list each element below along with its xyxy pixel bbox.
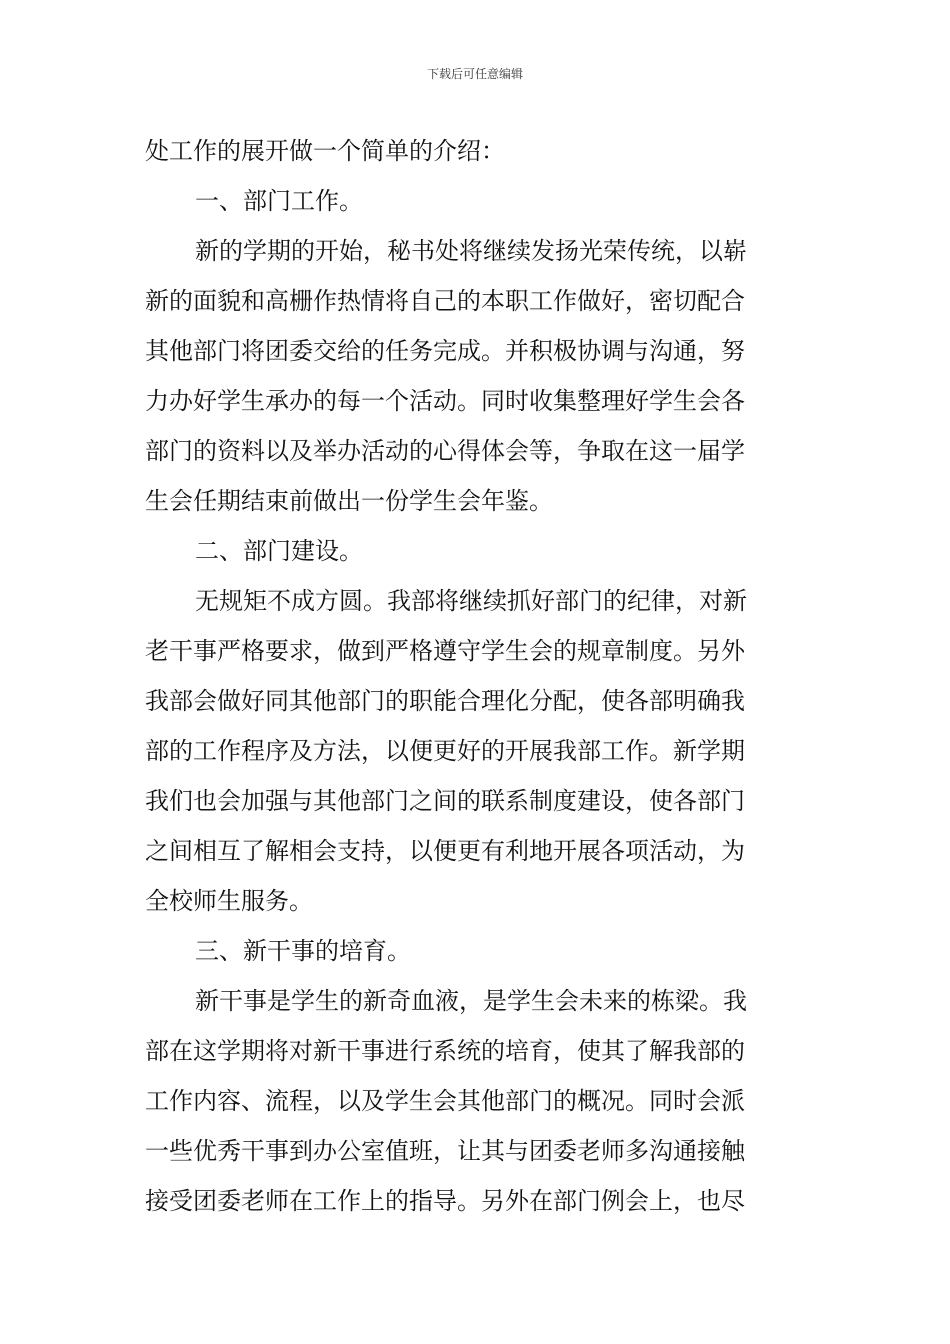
text-line: 新的面貌和高栅作热情将自己的本职工作做好，密切配合 (145, 287, 745, 315)
text-line: 接受团委老师在工作上的指导。另外在部门例会上，也尽 (145, 1187, 745, 1215)
text-line: 一些优秀干事到办公室值班，让其与团委老师多沟通接触 (145, 1137, 745, 1165)
text-line: 新的学期的开始，秘书处将继续发扬光荣传统，以崭 (195, 237, 747, 265)
text-line: 我们也会加强与其他部门之间的联系制度建设，使各部门 (145, 787, 745, 815)
text-line: 我部会做好同其他部门的职能合理化分配，使各部明确我 (145, 687, 745, 715)
text-line: 无规矩不成方圆。我部将继续抓好部门的纪律，对新 (195, 587, 747, 615)
text-line: 处工作的展开做一个简单的介绍： (145, 137, 505, 165)
text-line: 其他部门将团委交给的任务完成。并积极协调与沟通，努 (145, 337, 745, 365)
text-line: 部在这学期将对新干事进行系统的培育，使其了解我部的 (145, 1037, 745, 1065)
text-line: 全校师生服务。 (145, 887, 313, 915)
document-body (145, 126, 810, 1226)
section-heading: 一、部门工作。 (195, 187, 363, 215)
text-line: 生会任期结束前做出一份学生会年鉴。 (145, 487, 553, 515)
page-header: 下载后可任意编辑 (426, 67, 523, 81)
text-line: 新干事是学生的新奇血液，是学生会未来的栋梁。我 (195, 987, 747, 1015)
text-line: 之间相互了解相会支持，以便更有利地开展各项活动，为 (145, 837, 745, 865)
text-line: 老干事严格要求，做到严格遵守学生会的规章制度。另外 (145, 637, 745, 665)
text-line: 部门的资料以及举办活动的心得体会等，争取在这一届学 (145, 437, 745, 465)
section-heading: 二、部门建设。 (195, 537, 363, 565)
section-heading: 三、新干事的培育。 (195, 937, 411, 965)
text-line: 力办好学生承办的每一个活动。同时收集整理好学生会各 (145, 387, 745, 415)
text-line: 部的工作程序及方法，以便更好的开展我部工作。新学期 (145, 737, 745, 765)
text-line: 工作内容、流程，以及学生会其他部门的概况。同时会派 (145, 1087, 745, 1115)
